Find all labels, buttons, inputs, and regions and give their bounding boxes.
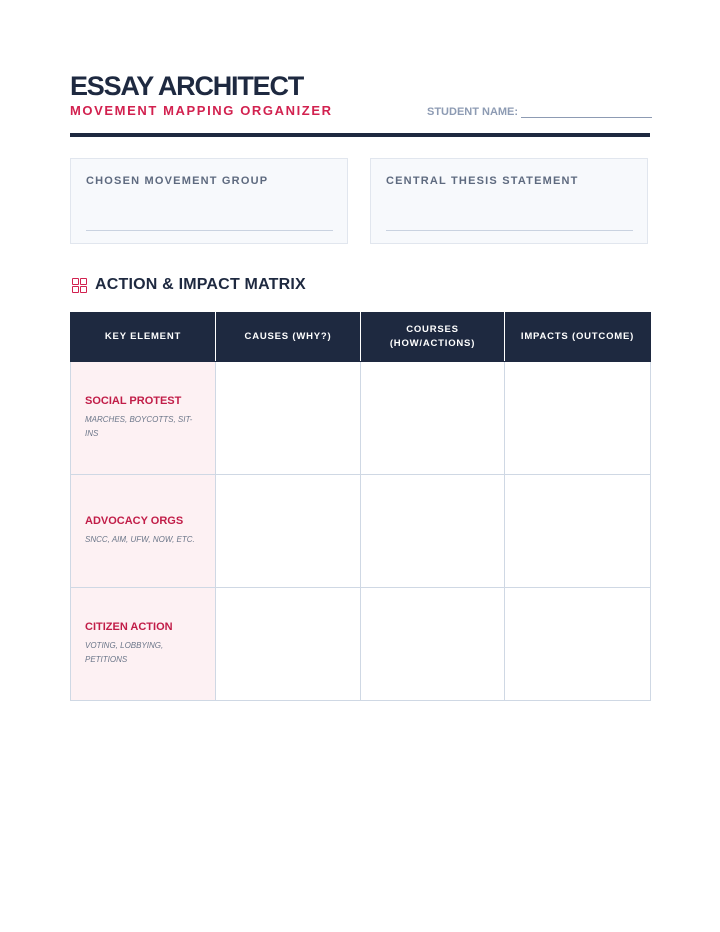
table-row	[71, 362, 651, 475]
column-header-causes: CAUSES (WHY?)	[216, 313, 361, 362]
matrix-title: ACTION & IMPACT MATRIX	[95, 276, 306, 293]
column-header-key-element: KEY ELEMENT	[71, 313, 216, 362]
student-name-line[interactable]	[521, 117, 652, 118]
key-element-title: CITIZEN ACTION	[85, 621, 173, 633]
column-header-courses: COURSES (HOW/ACTIONS)	[361, 313, 505, 362]
impacts-cell[interactable]	[505, 475, 651, 588]
key-element-cell	[71, 588, 216, 701]
key-element-subtitle: MARCHES, BOYCOTTS, SIT-INS	[85, 415, 193, 438]
movement-group-box[interactable]	[70, 158, 348, 244]
table-row	[71, 588, 651, 701]
causes-cell[interactable]	[216, 362, 361, 475]
matrix-heading	[72, 276, 306, 294]
key-element-subtitle: SNCC, AIM, UFW, NOW, ETC.	[85, 535, 195, 544]
key-element-subtitle: VOTING, LOBBYING, PETITIONS	[85, 641, 164, 664]
grid-icon	[72, 278, 87, 293]
column-header-impacts: IMPACTS (OUTCOME)	[505, 313, 651, 362]
movement-group-line[interactable]	[86, 230, 333, 231]
action-impact-matrix	[70, 312, 651, 701]
courses-cell[interactable]	[361, 475, 505, 588]
key-element-cell	[71, 362, 216, 475]
movement-group-label: CHOSEN MOVEMENT GROUP	[86, 175, 269, 187]
thesis-label: CENTRAL THESIS STATEMENT	[386, 175, 579, 187]
thesis-line[interactable]	[386, 230, 633, 231]
impacts-cell[interactable]	[505, 362, 651, 475]
courses-cell[interactable]	[361, 362, 505, 475]
thesis-box[interactable]	[370, 158, 648, 244]
courses-cell[interactable]	[361, 588, 505, 701]
key-element-cell	[71, 475, 216, 588]
impacts-cell[interactable]	[505, 588, 651, 701]
page-title: ESSAY ARCHITECT	[70, 71, 304, 101]
header-divider	[70, 133, 650, 137]
causes-cell[interactable]	[216, 475, 361, 588]
matrix-header-row	[71, 313, 651, 362]
key-element-title: SOCIAL PROTEST	[85, 395, 182, 407]
key-element-title: ADVOCACY ORGS	[85, 515, 184, 527]
causes-cell[interactable]	[216, 588, 361, 701]
page-subtitle: MOVEMENT MAPPING ORGANIZER	[70, 103, 333, 118]
table-row	[71, 475, 651, 588]
student-name-field[interactable]	[427, 106, 652, 118]
student-name-label: STUDENT NAME:	[427, 106, 519, 118]
